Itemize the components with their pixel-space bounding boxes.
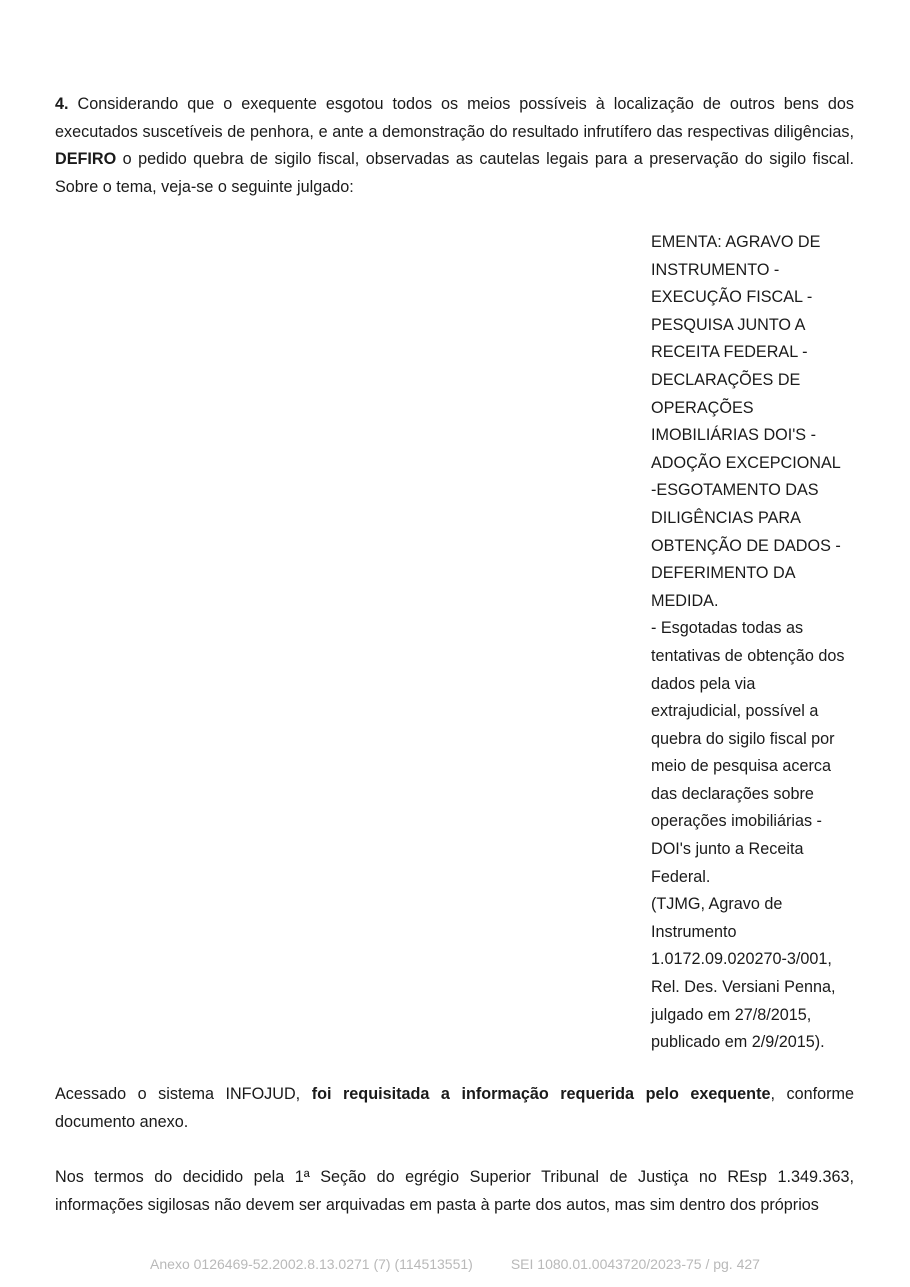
quote-line: das declarações sobre	[651, 784, 814, 803]
jurisprudence-quote	[651, 229, 856, 1057]
emphasis-text: foi requisitada a informação requerida pelo exequente	[311, 1085, 771, 1103]
quote-line: - Esgotadas todas as	[651, 619, 804, 638]
quote-line: Instrumento	[651, 922, 737, 941]
deferral-keyword: DEFIRO	[55, 150, 117, 169]
paragraph-text: , conforme documento anexo.	[55, 1085, 854, 1131]
paragraph-item-4	[55, 91, 854, 201]
quote-line: dados pela via	[651, 674, 756, 693]
quote-line: MEDIDA.	[651, 591, 719, 610]
paragraph-text: Considerando que o exequente esgotou todos os meios possíveis à localização de outros bens dos executados suscetíveis de penhora, e ante a demonstração do resultado infrutífero das respectivas diligências,	[55, 95, 854, 141]
quote-line: OBTENÇÃO DE DADOS -	[651, 536, 841, 555]
item-number: 4.	[55, 95, 69, 113]
page-footer	[0, 1256, 910, 1272]
quote-line: ADOÇÃO EXCEPCIONAL	[651, 453, 841, 472]
quote-line: publicado em 2/9/2015).	[651, 1033, 825, 1052]
quote-line: IMOBILIÁRIAS DOI'S -	[651, 426, 816, 445]
quote-line: quebra do sigilo fiscal por	[651, 729, 835, 748]
paragraph-text: Nos termos do decidido pela 1ª Seção do egrégio Superior Tribunal de Justiça no REsp 1.349.363, informações sigilosas não devem ser arquivadas em pasta à parte dos autos, mas sim dentro dos próprios	[55, 1168, 854, 1214]
quote-line: Rel. Des. Versiani Penna,	[651, 978, 836, 997]
quote-line: operações imobiliárias -	[651, 812, 822, 831]
quote-line: julgado em 27/8/2015,	[651, 1005, 812, 1024]
footer-annex-reference: Anexo 0126469-52.2002.8.13.0271 (7) (114513551)	[150, 1256, 473, 1272]
quote-line: (TJMG, Agravo de	[651, 895, 783, 914]
quote-line: DILIGÊNCIAS PARA	[651, 508, 801, 527]
quote-line: meio de pesquisa acerca	[651, 757, 831, 776]
quote-line: PESQUISA JUNTO A	[651, 315, 806, 334]
quote-line: Federal.	[651, 867, 711, 886]
quote-line: EMENTA: AGRAVO DE	[651, 233, 821, 251]
quote-line: RECEITA FEDERAL -	[651, 343, 808, 362]
quote-line: EXECUÇÃO FISCAL -	[651, 288, 813, 307]
quote-line: DECLARAÇÕES DE	[651, 370, 801, 389]
quote-line: -ESGOTAMENTO DAS	[651, 481, 819, 500]
quote-line: tentativas de obtenção dos	[651, 646, 845, 665]
quote-line: DOI's junto a Receita	[651, 840, 804, 859]
quote-line: 1.0172.09.020270-3/001,	[651, 950, 832, 969]
paragraph-text: Acessado o sistema INFOJUD,	[55, 1085, 312, 1103]
quote-line: INSTRUMENTO -	[651, 260, 780, 279]
quote-line: DEFERIMENTO DA	[651, 564, 796, 583]
paragraph-infojud	[55, 1081, 854, 1136]
footer-sei-reference: SEI 1080.01.0043720/2023-75 / pg. 427	[510, 1256, 760, 1272]
paragraph-text: o pedido quebra de sigilo fiscal, observadas as cautelas legais para a preservação do sigilo fiscal. Sobre o tema, veja-se o seguinte julgado:	[55, 150, 854, 196]
quote-line: OPERAÇÕES	[651, 398, 754, 417]
paragraph-stj	[55, 1164, 854, 1219]
quote-line: extrajudicial, possível a	[651, 702, 819, 721]
